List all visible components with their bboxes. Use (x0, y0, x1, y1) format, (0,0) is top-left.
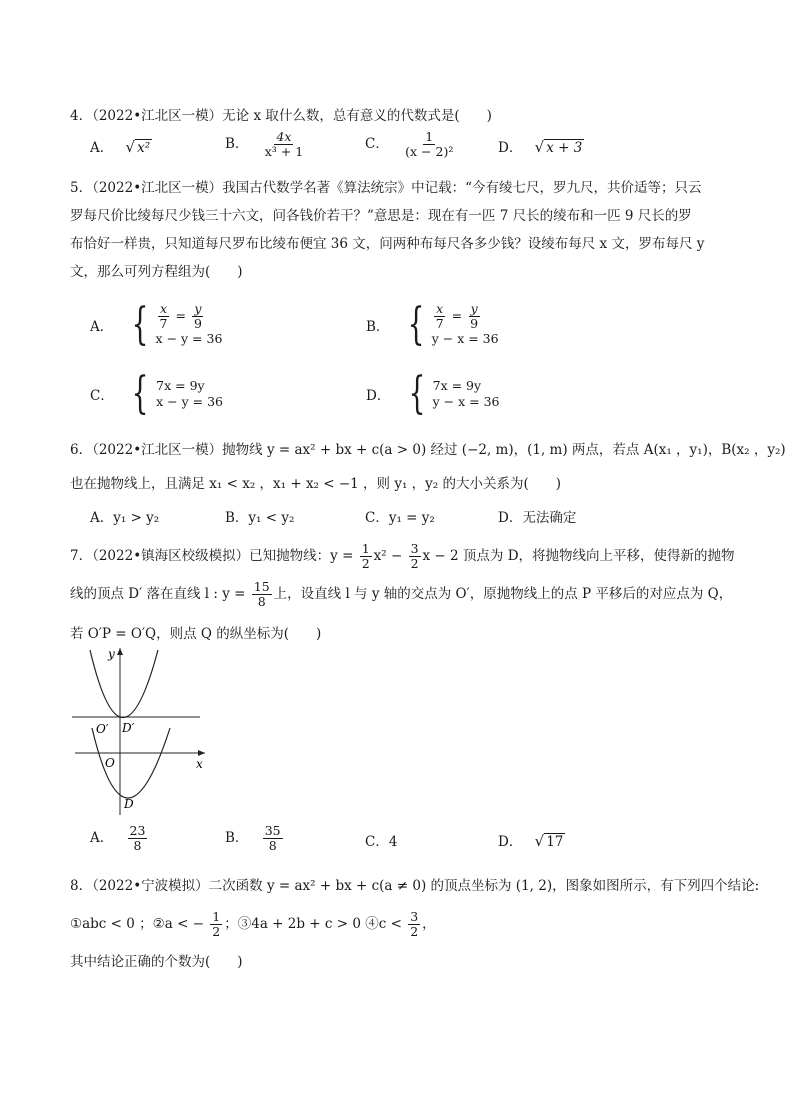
brace-symbol: { (408, 368, 426, 419)
q7-option-d: D． √ 17 (498, 832, 564, 850)
q7-option-a: A． $\frac{23}{8}$ (90, 823, 146, 853)
q4-option-c: C． $\frac{1}{\text{(x − 2)²}}$ (365, 129, 454, 159)
q7-line-3: 若 O′P = O′Q，则点 Q 的纵坐标为( ) (70, 626, 322, 642)
q4-stem: 4．（2022•江北区一模）无论 x 取什么数，总有意义的代数式是( ) (70, 108, 492, 124)
q4-option-b: B． $\frac{4x}{\text{x³ + 1}}$ (225, 129, 304, 159)
q4-option-d: D． √ x + 3 (498, 138, 583, 156)
brace-symbol: { (131, 298, 148, 350)
sqrt-symbol: √ x² (125, 138, 151, 156)
original-parabola (92, 728, 170, 798)
sqrt-symbol: √ 17 (534, 832, 564, 850)
q7-line-2: 线的顶点 D′ 落在直线 l : y = $\frac{15}{8}$ 上，设直线 l 与 y 轴的交点为 O′，原抛物线上的点 P 平移后的对应点为 Q， (70, 579, 733, 609)
q8-line-2: ①abc < 0 ；②a < − $\frac{1}{2}$ ；③4a + 2b + c > 0 ④c < $\frac{3}{2}$ ， (70, 909, 436, 939)
y-axis-arrow (117, 648, 123, 655)
origin-label: O (105, 756, 115, 770)
x-axis-arrow (198, 750, 205, 756)
q7-option-c: C．4 (365, 834, 398, 850)
q4-option-a: A． √ x² (90, 138, 151, 156)
q7-option-b: B． $\frac{35}{8}$ (225, 823, 281, 853)
x-axis-label: x (196, 757, 203, 771)
q5-option-d: D． { 7x = 9y y − x = 36 (366, 368, 500, 419)
q5-line-3: 布恰好一样贵，只知道每尺罗布比绫布便宜 36 文，问两种布每尺各多少钱？设绫布每尺 x 文，罗布每尺 y (70, 236, 705, 252)
q8-line-3: 其中结论正确的个数为( ) (70, 954, 243, 970)
q5-line-4: 文，那么可列方程组为( ) (70, 264, 243, 280)
d-label: D (124, 797, 134, 811)
q6-line-1: 6．（2022•江北区一模）抛物线 y = ax² + bx + c(a > 0) 经过 (−2, m)，(1, m) 两点，若点 A(x₁ ，y₁)，B(x₂ ，y₂) (70, 442, 786, 458)
q6-option-b: B．y₁ < y₂ (225, 510, 295, 526)
brace-symbol: { (131, 368, 149, 419)
q6-option-d: D．无法确定 (498, 510, 577, 526)
d-prime-label: D′ (122, 721, 135, 735)
q5-option-c: C． { 7x = 9y x − y = 36 (90, 368, 223, 419)
q7-parabola-graph (70, 640, 210, 820)
q6-option-c: C．y₁ = y₂ (365, 510, 435, 526)
q5-option-b: B． { $\frac{x}{7}$ = $\frac{y}{9}$ y − x = 36 (366, 298, 499, 350)
q5-line-1: 5．（2022•江北区一模）我国古代数学名著《算法统宗》中记载：“今有绫七尺，罗九尺，共价适等；只云 (70, 180, 702, 196)
q5-option-a: A． { $\frac{x}{7}$ = $\frac{y}{9}$ x − y = 36 (90, 298, 223, 350)
y-axis-label: y (108, 647, 115, 661)
q8-line-1: 8．（2022•宁波模拟）二次函数 y = ax² + bx + c(a ≠ 0) 的顶点坐标为 (1, 2)，图象如图所示，有下列四个结论: (70, 878, 760, 894)
translated-parabola (90, 650, 158, 718)
o-prime-label: O′ (96, 722, 109, 736)
brace-symbol: { (407, 298, 425, 350)
sqrt-symbol: √ x + 3 (534, 138, 583, 156)
q6-line-2: 也在抛物线上，且满足 x₁ < x₂ ，x₁ + x₂ < −1 ，则 y₁ ，y₂ 的大小关系为( ) (70, 476, 562, 492)
q7-line-1: 7．（2022•镇海区校级模拟）已知抛物线：y = $\frac{1}{2}$ x² − $\frac{3}{2}$ x − 2 顶点为 D，将抛物线向上平移，使得新的抛物 (70, 541, 735, 571)
q6-option-a: A．y₁ > y₂ (90, 510, 160, 526)
q5-line-2: 罗每尺价比绫每尺少钱三十六文，问各钱价若干？”意思是：现在有一匹 7 尺长的绫布和一匹 9 尺长的罗 (70, 208, 692, 224)
